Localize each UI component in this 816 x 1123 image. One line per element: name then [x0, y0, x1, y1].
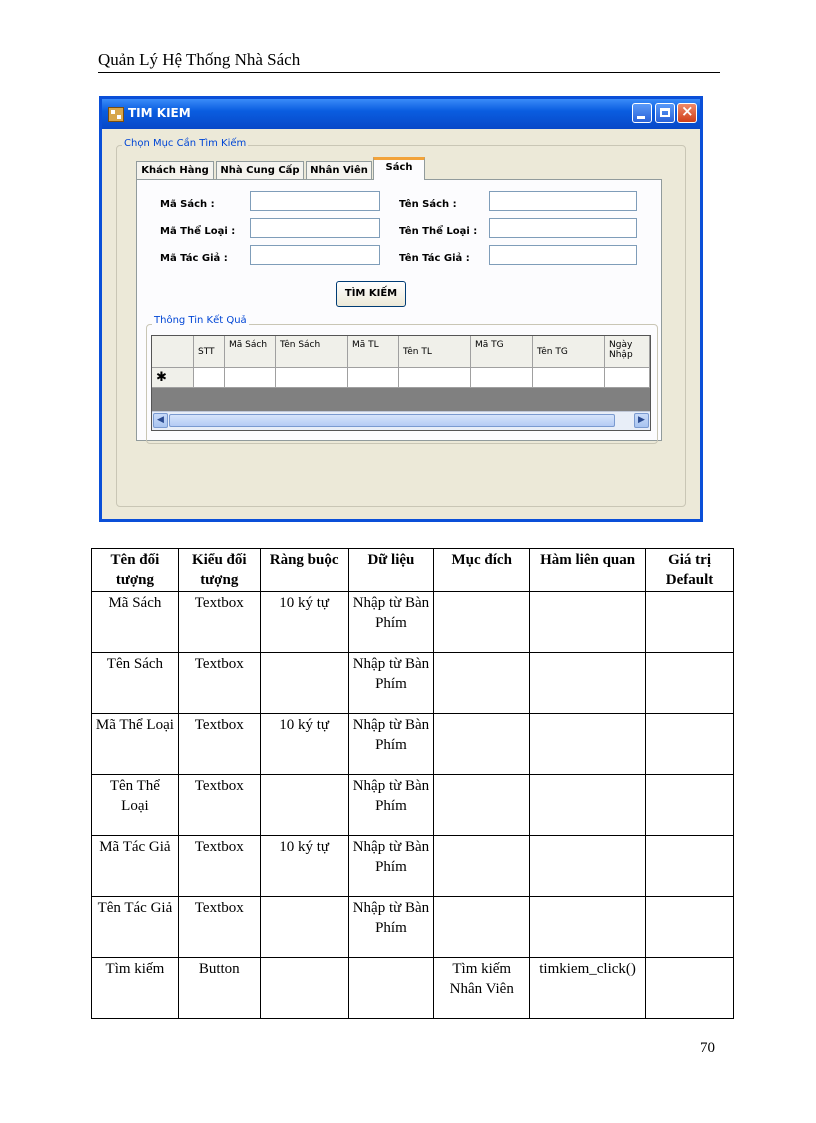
table-cell: [530, 653, 646, 714]
table-cell: [646, 836, 734, 897]
table-cell: [348, 958, 434, 1019]
grid-col-ma-sach[interactable]: Mã Sách: [225, 336, 276, 368]
tab-nha-cung-cap[interactable]: Nhà Cung Cấp: [216, 161, 304, 179]
table-cell: Tên Tác Giả: [92, 897, 179, 958]
scroll-left-icon[interactable]: ◀: [153, 413, 168, 428]
header-title: Quản Lý Hệ Thống Nhà Sách: [98, 50, 301, 69]
table-cell: Tìm kiếm Nhân Viên: [434, 958, 530, 1019]
table-cell: [434, 653, 530, 714]
table-cell: Mã Sách: [92, 592, 179, 653]
grid-cell[interactable]: [605, 368, 650, 388]
grid-corner: [152, 336, 194, 368]
table-cell: timkiem_click(): [530, 958, 646, 1019]
table-row: [92, 775, 734, 836]
table-cell: Textbox: [178, 775, 260, 836]
scroll-thumb[interactable]: [169, 414, 615, 427]
table-cell: Mã Tác Giả: [92, 836, 179, 897]
search-window: [99, 96, 703, 522]
grid-cell[interactable]: [194, 368, 225, 388]
table-cell: [434, 714, 530, 775]
table-cell: Textbox: [178, 714, 260, 775]
grid-col-ten-sach[interactable]: Tên Sách: [276, 336, 348, 368]
table-cell: [530, 836, 646, 897]
table-header-cell: Giá trị Default: [646, 549, 734, 592]
tab-khach-hang[interactable]: Khách Hàng: [136, 161, 214, 179]
window-title: TIM KIEM: [128, 106, 191, 120]
page-header: [98, 48, 720, 73]
table-header-cell: Hàm liên quan: [530, 549, 646, 592]
grid-col-stt[interactable]: STT: [194, 336, 225, 368]
table-cell: Button: [178, 958, 260, 1019]
tab-nhan-vien[interactable]: Nhân Viên: [306, 161, 372, 179]
table-row: [92, 958, 734, 1019]
table-cell: 10 ký tự: [260, 836, 348, 897]
table-header-cell: Kiểu đối tượng: [178, 549, 260, 592]
table-cell: [646, 714, 734, 775]
table-cell: [434, 836, 530, 897]
table-cell: [434, 897, 530, 958]
grid-cell[interactable]: [399, 368, 471, 388]
table-cell: [260, 775, 348, 836]
table-cell: Nhập từ Bàn Phím: [348, 897, 434, 958]
grid-cell[interactable]: [276, 368, 348, 388]
grid-cell[interactable]: [348, 368, 399, 388]
ten-sach-label: Tên Sách :: [399, 199, 457, 210]
page-number: 70: [700, 1040, 715, 1056]
table-cell: [646, 958, 734, 1019]
search-button[interactable]: TÌM KIẾM: [336, 281, 406, 307]
table-cell: [646, 897, 734, 958]
search-group-title: Chọn Mục Cần Tìm Kiếm: [124, 138, 247, 149]
table-cell: Textbox: [178, 653, 260, 714]
result-group-title: Thông Tin Kết Quả: [154, 315, 247, 326]
grid-cell[interactable]: [225, 368, 276, 388]
grid-col-ma-tg[interactable]: Mã TG: [471, 336, 533, 368]
app-icon: [108, 107, 124, 122]
table-cell: Textbox: [178, 592, 260, 653]
ma-the-loai-label: Mã Thể Loại :: [160, 226, 236, 237]
object-spec-table: [91, 548, 734, 1019]
title-bar[interactable]: [102, 99, 700, 129]
table-cell: [646, 775, 734, 836]
maximize-button[interactable]: [655, 103, 675, 123]
table-cell: Textbox: [178, 836, 260, 897]
grid-col-ngay-nhap[interactable]: Ngày Nhập: [605, 336, 650, 368]
table-row: [92, 653, 734, 714]
table-cell: [434, 592, 530, 653]
ten-sach-input[interactable]: [489, 191, 637, 211]
grid-cell[interactable]: [471, 368, 533, 388]
table-cell: 10 ký tự: [260, 714, 348, 775]
table-cell: Textbox: [178, 897, 260, 958]
table-cell: [434, 775, 530, 836]
table-cell: [646, 653, 734, 714]
tab-sach[interactable]: Sách: [373, 157, 425, 180]
ma-sach-label: Mã Sách :: [160, 199, 215, 210]
maximize-icon: [660, 108, 670, 117]
table-row: [92, 897, 734, 958]
close-button[interactable]: [677, 103, 697, 123]
result-grid[interactable]: [151, 335, 651, 431]
table-cell: [530, 775, 646, 836]
ten-tac-gia-label: Tên Tác Giả :: [399, 253, 470, 264]
horizontal-scrollbar[interactable]: [152, 411, 650, 430]
table-row: [92, 714, 734, 775]
table-cell: [530, 897, 646, 958]
grid-col-ten-tl[interactable]: Tên TL: [399, 336, 471, 368]
table-cell: Nhập từ Bàn Phím: [348, 592, 434, 653]
ten-tac-gia-input[interactable]: [489, 245, 637, 265]
table-header-cell: Dữ liệu: [348, 549, 434, 592]
table-cell: [260, 958, 348, 1019]
table-cell: Nhập từ Bàn Phím: [348, 653, 434, 714]
table-cell: Mã Thể Loại: [92, 714, 179, 775]
table-row: [92, 592, 734, 653]
table-cell: Tên Thể Loại: [92, 775, 179, 836]
table-header-row: [92, 549, 734, 592]
table-header-cell: Mục đích: [434, 549, 530, 592]
ma-tac-gia-label: Mã Tác Giả :: [160, 253, 228, 264]
table-cell: Nhập từ Bàn Phím: [348, 836, 434, 897]
table-cell: [260, 897, 348, 958]
grid-col-ten-tg[interactable]: Tên TG: [533, 336, 605, 368]
ten-the-loai-input[interactable]: [489, 218, 637, 238]
table-cell: Nhập từ Bàn Phím: [348, 775, 434, 836]
grid-col-ma-tl[interactable]: Mã TL: [348, 336, 399, 368]
minimize-icon: [637, 116, 645, 119]
table-cell: [260, 653, 348, 714]
ma-sach-input[interactable]: [250, 191, 380, 211]
table-cell: Tên Sách: [92, 653, 179, 714]
minimize-button[interactable]: [632, 103, 652, 123]
new-row-marker: ✱: [152, 368, 194, 388]
close-icon: ×: [681, 102, 694, 120]
table-row: [92, 836, 734, 897]
table-cell: [530, 714, 646, 775]
table-header-cell: Tên đối tượng: [92, 549, 179, 592]
ten-the-loai-label: Tên Thể Loại :: [399, 226, 478, 237]
table-cell: 10 ký tự: [260, 592, 348, 653]
grid-cell[interactable]: [533, 368, 605, 388]
table-cell: [646, 592, 734, 653]
table-header-cell: Ràng buộc: [260, 549, 348, 592]
table-cell: [530, 592, 646, 653]
ma-the-loai-input[interactable]: [250, 218, 380, 238]
scroll-right-icon[interactable]: ▶: [634, 413, 649, 428]
table-cell: Tìm kiếm: [92, 958, 179, 1019]
table-cell: Nhập từ Bàn Phím: [348, 714, 434, 775]
ma-tac-gia-input[interactable]: [250, 245, 380, 265]
